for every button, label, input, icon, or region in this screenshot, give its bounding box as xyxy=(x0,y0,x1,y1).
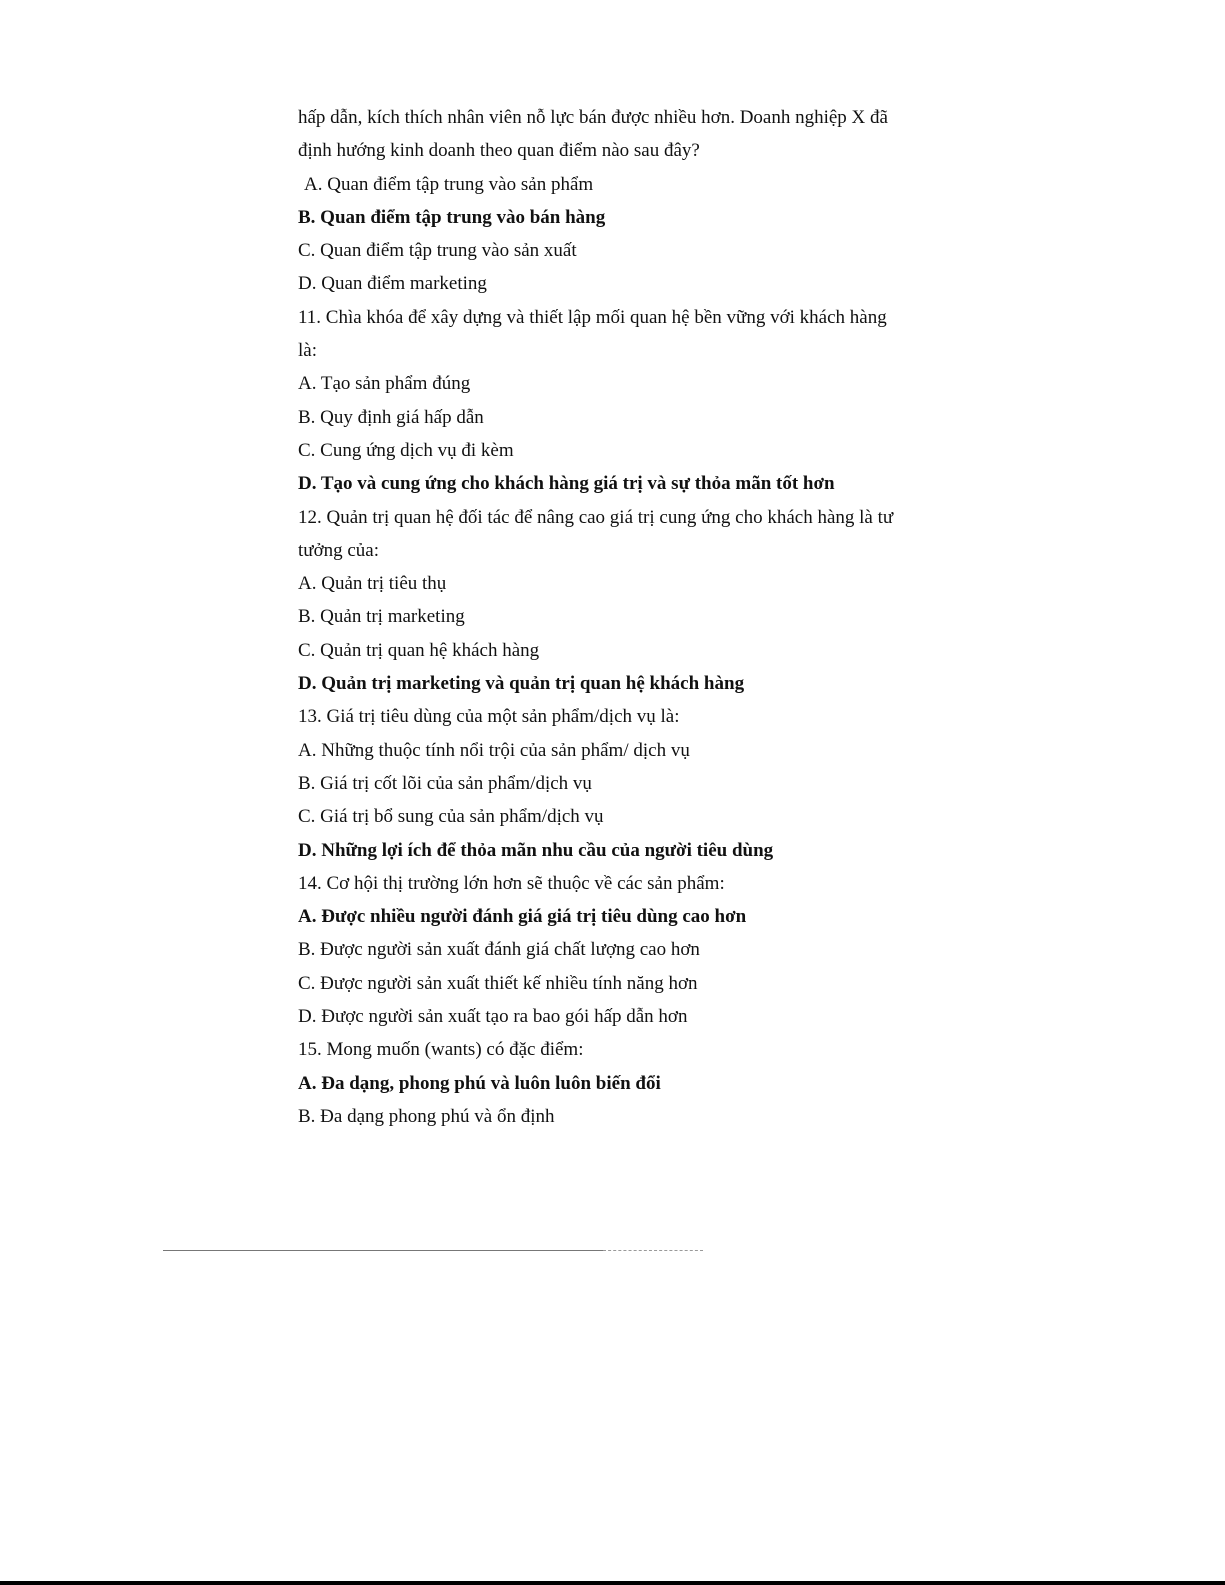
question-text-line: 11. Chìa khóa để xây dựng và thiết lập mối quan hệ bền vững với khách hàng xyxy=(298,306,887,328)
answer-option: A. Quản trị tiêu thụ xyxy=(298,573,447,595)
question-text-line: 12. Quản trị quan hệ đối tác để nâng cao giá trị cung ứng cho khách hàng là tư xyxy=(298,506,894,528)
answer-option: B. Quản trị marketing xyxy=(298,606,465,628)
answer-option: A. Tạo sản phẩm đúng xyxy=(298,373,471,395)
question-text-line: là: xyxy=(298,340,317,362)
answer-option: B. Được người sản xuất đánh giá chất lượng cao hơn xyxy=(298,939,700,961)
correct-answer-option: D. Quản trị marketing và quản trị quan hệ khách hàng xyxy=(298,673,745,695)
answer-option: C. Quản trị quan hệ khách hàng xyxy=(298,639,540,661)
page-bottom-border xyxy=(0,1581,1225,1585)
correct-answer-option: A. Đa dạng, phong phú và luôn luôn biến đổi xyxy=(298,1072,661,1094)
question-text-line: 13. Giá trị tiêu dùng của một sản phẩm/dịch vụ là: xyxy=(298,706,680,728)
answer-option: A. Quan điểm tập trung vào sản phẩm xyxy=(304,173,594,195)
question-text-line: định hướng kinh doanh theo quan điểm nào sau đây? xyxy=(298,140,700,162)
correct-answer-option: B. Quan điểm tập trung vào bán hàng xyxy=(298,206,606,228)
answer-option: D. Quan điểm marketing xyxy=(298,273,487,295)
answer-option: C. Giá trị bổ sung của sản phẩm/dịch vụ xyxy=(298,806,604,828)
question-text-line: tưởng của: xyxy=(298,539,380,561)
footnote-separator xyxy=(163,1250,603,1251)
answer-option: C. Được người sản xuất thiết kế nhiều tính năng hơn xyxy=(298,972,698,994)
answer-option: D. Được người sản xuất tạo ra bao gói hấp dẫn hơn xyxy=(298,1006,688,1028)
answer-option: B. Giá trị cốt lõi của sản phẩm/dịch vụ xyxy=(298,772,592,794)
answer-option: C. Cung ứng dịch vụ đi kèm xyxy=(298,439,514,461)
answer-option: B. Đa dạng phong phú và ổn định xyxy=(298,1105,555,1127)
footnote-separator-dashed xyxy=(603,1250,703,1251)
answer-option: B. Quy định giá hấp dẫn xyxy=(298,406,484,428)
question-text-line: 14. Cơ hội thị trường lớn hơn sẽ thuộc về các sản phẩm: xyxy=(298,872,725,894)
answer-option: A. Những thuộc tính nổi trội của sản phẩm/ dịch vụ xyxy=(298,739,690,761)
question-text-line: 15. Mong muốn (wants) có đặc điểm: xyxy=(298,1039,584,1061)
document-body xyxy=(298,101,938,1133)
correct-answer-option: A. Được nhiều người đánh giá giá trị tiêu dùng cao hơn xyxy=(298,906,747,928)
correct-answer-option: D. Những lợi ích để thỏa mãn nhu cầu của người tiêu dùng xyxy=(298,839,774,861)
correct-answer-option: D. Tạo và cung ứng cho khách hàng giá trị và sự thỏa mãn tốt hơn xyxy=(298,473,835,495)
answer-option: C. Quan điểm tập trung vào sản xuất xyxy=(298,240,577,262)
question-text-line: hấp dẫn, kích thích nhân viên nỗ lực bán được nhiều hơn. Doanh nghiệp X đã xyxy=(298,107,888,128)
